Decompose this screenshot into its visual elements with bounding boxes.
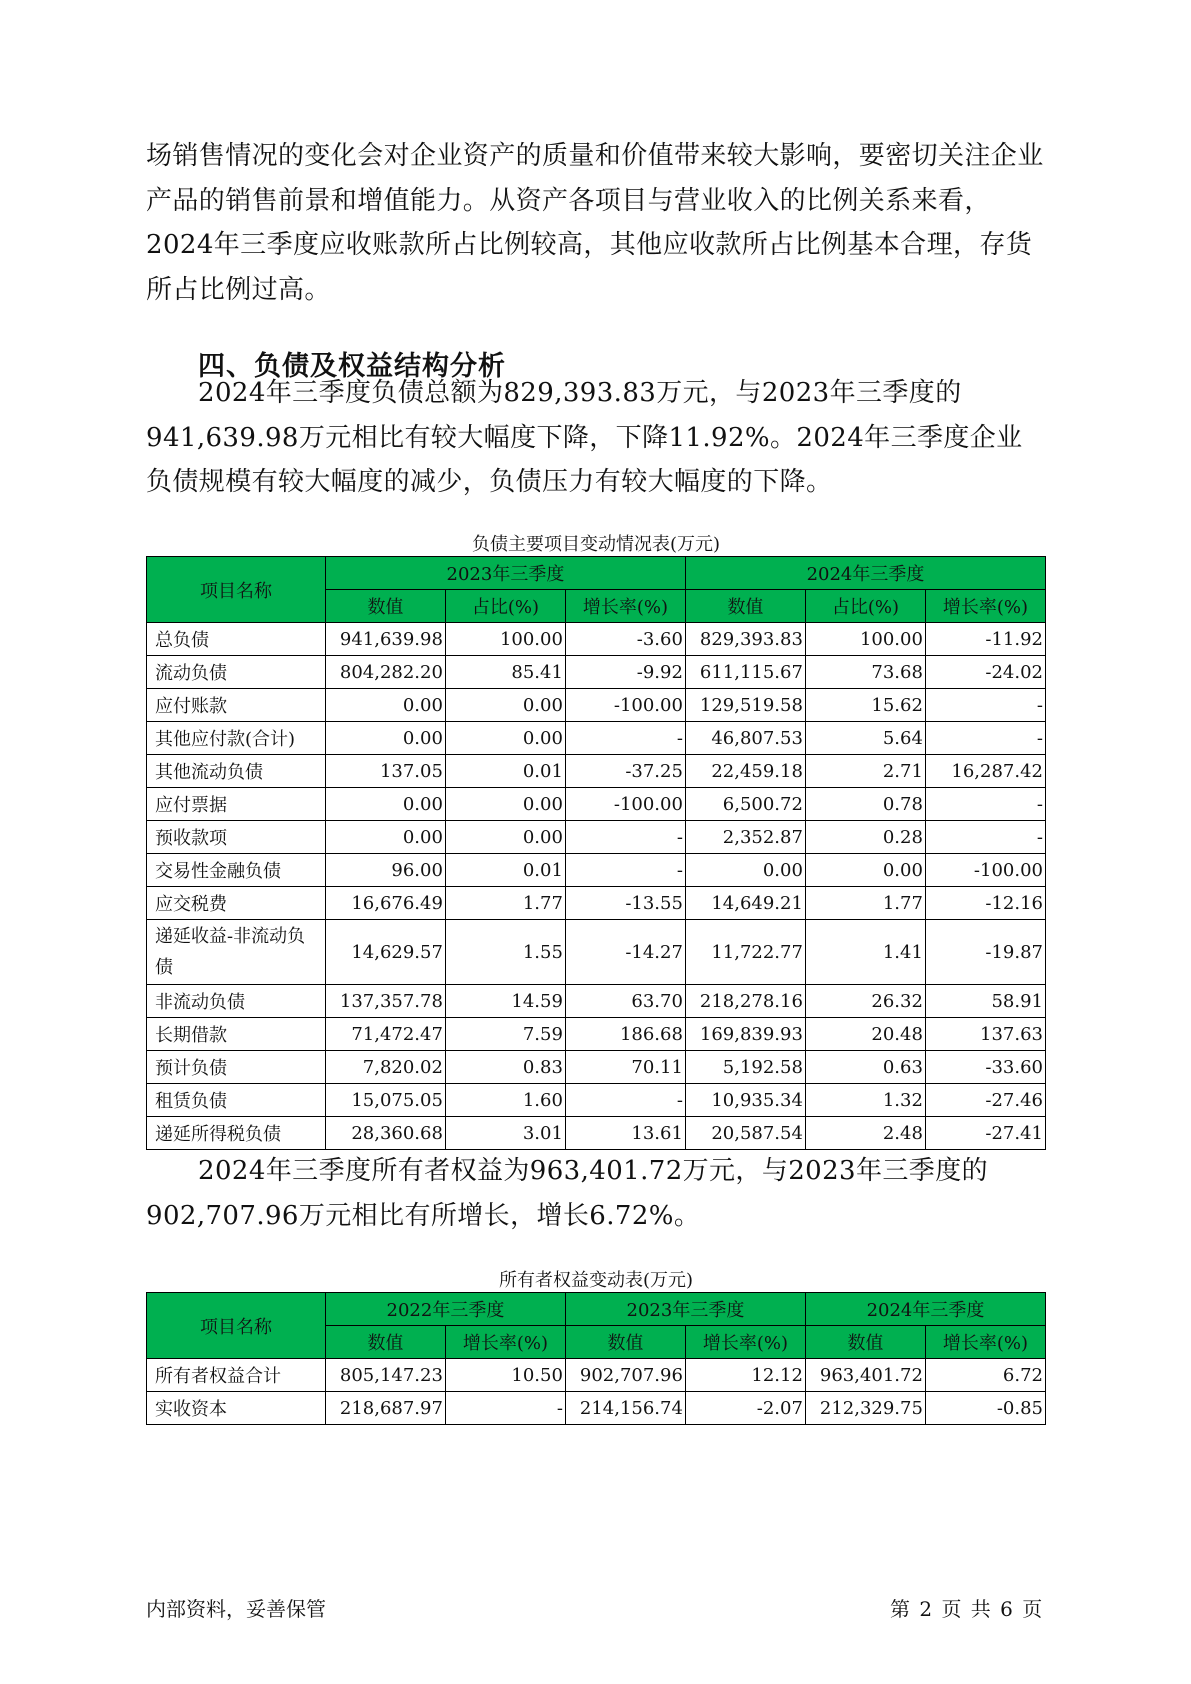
value-cell: 7.59 <box>445 1018 565 1051</box>
value-cell: 1.41 <box>805 920 925 985</box>
equity-table-caption: 所有者权益变动表(万元) <box>498 1270 694 1291</box>
section-heading: 四、负债及权益结构分析 <box>198 351 506 382</box>
value-cell: 46,807.53 <box>685 722 805 755</box>
value-cell: 0.00 <box>325 821 445 854</box>
value-cell: - <box>565 1084 685 1117</box>
value-cell: - <box>925 821 1045 854</box>
table-row <box>147 920 1046 985</box>
value-cell: 71,472.47 <box>325 1018 445 1051</box>
row-label-cell: 实收资本 <box>147 1392 326 1425</box>
value-cell: -100.00 <box>925 854 1045 887</box>
value-cell: 22,459.18 <box>685 755 805 788</box>
value-cell: 0.00 <box>325 722 445 755</box>
value-cell: 0.78 <box>805 788 925 821</box>
table-row <box>147 656 1046 689</box>
table-subheader: 增长率(%) <box>925 1326 1045 1359</box>
row-label-cell: 非流动负债 <box>147 985 326 1018</box>
table-header-group: 2022年三季度 <box>325 1293 565 1326</box>
value-cell: 10.50 <box>445 1359 565 1392</box>
table-header-group: 2024年三季度 <box>685 557 1045 590</box>
value-cell: -14.27 <box>565 920 685 985</box>
table-subheader: 数值 <box>325 590 445 623</box>
value-cell: 137.63 <box>925 1018 1045 1051</box>
page-number: 第 2 页 共 6 页 <box>890 1597 1043 1621</box>
value-cell: 7,820.02 <box>325 1051 445 1084</box>
value-cell: 0.00 <box>805 854 925 887</box>
value-cell: 829,393.83 <box>685 623 805 656</box>
value-cell: -3.60 <box>565 623 685 656</box>
value-cell: 214,156.74 <box>565 1392 685 1425</box>
row-label-cell: 递延收益-非流动负债 <box>147 920 326 985</box>
row-label-cell: 预收款项 <box>147 821 326 854</box>
table-subheader: 占比(%) <box>445 590 565 623</box>
table-header-group: 2024年三季度 <box>805 1293 1045 1326</box>
value-cell: 14.59 <box>445 985 565 1018</box>
value-cell: 58.91 <box>925 985 1045 1018</box>
value-cell: -19.87 <box>925 920 1045 985</box>
value-cell: -100.00 <box>565 788 685 821</box>
row-label-cell: 应付账款 <box>147 689 326 722</box>
value-cell: 6,500.72 <box>685 788 805 821</box>
value-cell: 212,329.75 <box>805 1392 925 1425</box>
table-row <box>147 722 1046 755</box>
value-cell: -0.85 <box>925 1392 1045 1425</box>
equity-table-body <box>147 1359 1046 1425</box>
value-cell: 611,115.67 <box>685 656 805 689</box>
value-cell: 1.77 <box>805 887 925 920</box>
value-cell: 1.60 <box>445 1084 565 1117</box>
table-row <box>147 887 1046 920</box>
row-label-cell: 其他流动负债 <box>147 755 326 788</box>
table-header-name: 项目名称 <box>147 1293 326 1359</box>
value-cell: 902,707.96 <box>565 1359 685 1392</box>
value-cell: 805,147.23 <box>325 1359 445 1392</box>
table-row <box>147 1051 1046 1084</box>
table-subheader: 数值 <box>685 590 805 623</box>
row-label-cell: 租赁负债 <box>147 1084 326 1117</box>
value-cell: 0.00 <box>685 854 805 887</box>
value-cell: - <box>445 1392 565 1425</box>
value-cell: -2.07 <box>685 1392 805 1425</box>
value-cell: 218,687.97 <box>325 1392 445 1425</box>
equity-paragraph: 2024年三季度所有者权益为963,401.72万元，与2023年三季度的902,707.96万元相比有所增长，增长6.72%。 <box>146 1156 989 1231</box>
value-cell: 20.48 <box>805 1018 925 1051</box>
value-cell: 186.68 <box>565 1018 685 1051</box>
row-label-cell: 交易性金融负债 <box>147 854 326 887</box>
table-subheader: 数值 <box>325 1326 445 1359</box>
row-label-cell: 预计负债 <box>147 1051 326 1084</box>
value-cell: 11,722.77 <box>685 920 805 985</box>
value-cell: 20,587.54 <box>685 1117 805 1150</box>
table-subheader: 增长率(%) <box>445 1326 565 1359</box>
table-subheader: 增长率(%) <box>685 1326 805 1359</box>
value-cell: 28,360.68 <box>325 1117 445 1150</box>
value-cell: 6.72 <box>925 1359 1045 1392</box>
value-cell: 96.00 <box>325 854 445 887</box>
value-cell: 0.28 <box>805 821 925 854</box>
equity-table <box>146 1292 1046 1425</box>
value-cell: 2.48 <box>805 1117 925 1150</box>
table-row <box>147 623 1046 656</box>
value-cell: -9.92 <box>565 656 685 689</box>
value-cell: 941,639.98 <box>325 623 445 656</box>
value-cell: 0.00 <box>445 689 565 722</box>
row-label-cell: 总负债 <box>147 623 326 656</box>
value-cell: 14,649.21 <box>685 887 805 920</box>
liability-table-caption: 负债主要项目变动情况表(万元) <box>471 534 721 555</box>
value-cell: - <box>925 722 1045 755</box>
table-row <box>147 821 1046 854</box>
value-cell: 0.01 <box>445 854 565 887</box>
value-cell: 218,278.16 <box>685 985 805 1018</box>
value-cell: - <box>925 788 1045 821</box>
value-cell: 137,357.78 <box>325 985 445 1018</box>
value-cell: -13.55 <box>565 887 685 920</box>
value-cell: 0.00 <box>445 722 565 755</box>
table-row <box>147 689 1046 722</box>
value-cell: 804,282.20 <box>325 656 445 689</box>
table-subheader: 增长率(%) <box>565 590 685 623</box>
value-cell: -11.92 <box>925 623 1045 656</box>
value-cell: 12.12 <box>685 1359 805 1392</box>
value-cell: 5.64 <box>805 722 925 755</box>
value-cell: 2,352.87 <box>685 821 805 854</box>
row-label-cell: 所有者权益合计 <box>147 1359 326 1392</box>
value-cell: 0.00 <box>445 821 565 854</box>
table-row <box>147 1084 1046 1117</box>
value-cell: 26.32 <box>805 985 925 1018</box>
table-row <box>147 985 1046 1018</box>
value-cell: 15.62 <box>805 689 925 722</box>
liability-paragraph: 2024年三季度负债总额为829,393.83万元，与2023年三季度的941,639.98万元相比有较大幅度下降，下降11.92%。2024年三季度企业负债规模有较大幅度的减少，负债压力有较大幅度的下降。 <box>146 378 1023 497</box>
value-cell: 1.77 <box>445 887 565 920</box>
value-cell: 0.00 <box>325 788 445 821</box>
value-cell: 100.00 <box>445 623 565 656</box>
row-label-cell: 长期借款 <box>147 1018 326 1051</box>
table-subheader: 数值 <box>805 1326 925 1359</box>
value-cell: 16,676.49 <box>325 887 445 920</box>
value-cell: -27.46 <box>925 1084 1045 1117</box>
table-row <box>147 1117 1046 1150</box>
value-cell: 137.05 <box>325 755 445 788</box>
value-cell: - <box>565 722 685 755</box>
value-cell: 0.01 <box>445 755 565 788</box>
value-cell: -33.60 <box>925 1051 1045 1084</box>
value-cell: -27.41 <box>925 1117 1045 1150</box>
row-label-cell: 流动负债 <box>147 656 326 689</box>
value-cell: 16,287.42 <box>925 755 1045 788</box>
table-header-group: 2023年三季度 <box>325 557 685 590</box>
table-subheader: 数值 <box>565 1326 685 1359</box>
table-row <box>147 755 1046 788</box>
row-label-cell: 其他应付款(合计) <box>147 722 326 755</box>
value-cell: 963,401.72 <box>805 1359 925 1392</box>
value-cell: 85.41 <box>445 656 565 689</box>
value-cell: 129,519.58 <box>685 689 805 722</box>
table-subheader: 占比(%) <box>805 590 925 623</box>
value-cell: - <box>925 689 1045 722</box>
value-cell: 1.32 <box>805 1084 925 1117</box>
value-cell: 169,839.93 <box>685 1018 805 1051</box>
row-label-cell: 应交税费 <box>147 887 326 920</box>
value-cell: - <box>565 821 685 854</box>
value-cell: 100.00 <box>805 623 925 656</box>
value-cell: 15,075.05 <box>325 1084 445 1117</box>
value-cell: -100.00 <box>565 689 685 722</box>
table-row <box>147 854 1046 887</box>
value-cell: 63.70 <box>565 985 685 1018</box>
value-cell: 0.83 <box>445 1051 565 1084</box>
value-cell: 10,935.34 <box>685 1084 805 1117</box>
value-cell: -24.02 <box>925 656 1045 689</box>
table-row <box>147 1359 1046 1392</box>
value-cell: 14,629.57 <box>325 920 445 985</box>
row-label-cell: 应付票据 <box>147 788 326 821</box>
table-header-name: 项目名称 <box>147 557 326 623</box>
value-cell: 0.00 <box>325 689 445 722</box>
value-cell: 3.01 <box>445 1117 565 1150</box>
table-header-group: 2023年三季度 <box>565 1293 805 1326</box>
value-cell: -12.16 <box>925 887 1045 920</box>
value-cell: 0.63 <box>805 1051 925 1084</box>
value-cell: 13.61 <box>565 1117 685 1150</box>
table-row <box>147 788 1046 821</box>
footer-confidential: 内部资料，妥善保管 <box>146 1597 326 1621</box>
table-subheader: 增长率(%) <box>925 590 1045 623</box>
value-cell: -37.25 <box>565 755 685 788</box>
liability-table <box>146 556 1046 1150</box>
table-row <box>147 1018 1046 1051</box>
value-cell: 1.55 <box>445 920 565 985</box>
intro-paragraph: 场销售情况的变化会对企业资产的质量和价值带来较大影响，要密切关注企业产品的销售前景和增值能力。从资产各项目与营业收入的比例关系来看，2024年三季度应收账款所占比例较高，其他应收款所占比例基本合理，存货所占比例过高。 <box>146 141 1044 305</box>
table-row <box>147 1392 1046 1425</box>
value-cell: 73.68 <box>805 656 925 689</box>
row-label-cell: 递延所得税负债 <box>147 1117 326 1150</box>
value-cell: 2.71 <box>805 755 925 788</box>
value-cell: 70.11 <box>565 1051 685 1084</box>
liability-table-body <box>147 623 1046 1150</box>
value-cell: - <box>565 854 685 887</box>
value-cell: 0.00 <box>445 788 565 821</box>
value-cell: 5,192.58 <box>685 1051 805 1084</box>
